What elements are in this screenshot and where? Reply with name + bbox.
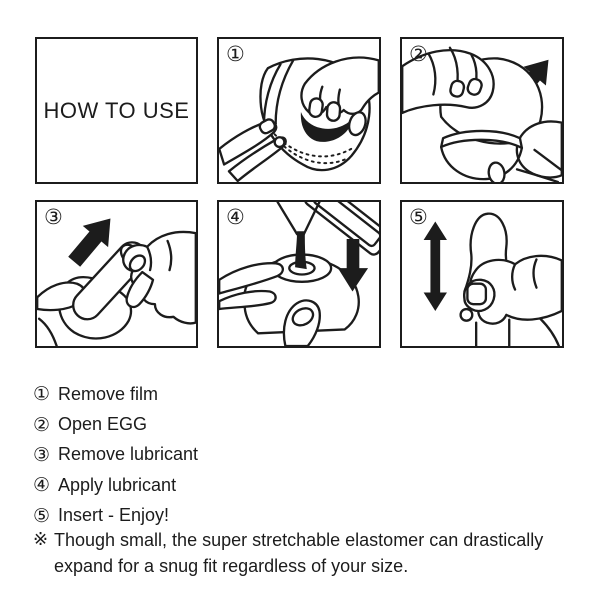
- step-panel-insert-enjoy: [400, 200, 564, 348]
- list-item: [33, 379, 198, 409]
- list-number-2: ②: [33, 413, 51, 436]
- page-title: HOW TO USE: [43, 97, 190, 123]
- list-text-2: Open EGG: [58, 414, 148, 435]
- step-number-4: ④: [226, 205, 245, 229]
- step-number-2: ②: [409, 42, 428, 66]
- list-number-4: ④: [33, 474, 51, 497]
- step-number-5: ⑤: [409, 205, 428, 229]
- thumb: [487, 161, 506, 182]
- title-panel: [35, 37, 198, 184]
- list-text-5: Insert - Enjoy!: [58, 505, 170, 526]
- list-number-1: ①: [33, 383, 51, 406]
- list-item: [33, 409, 198, 439]
- list-number-3: ③: [33, 443, 51, 466]
- sachet-spout: [278, 202, 297, 234]
- instruction-list: [33, 379, 198, 531]
- egg-lower-shell: [441, 131, 522, 148]
- list-text-1: Remove film: [58, 383, 159, 404]
- step-number-1: ①: [226, 42, 245, 66]
- footnote: [33, 527, 585, 579]
- arrow-up-down-icon: [424, 221, 447, 311]
- list-text-3: Remove lubricant: [58, 444, 199, 465]
- list-number-5: ⑤: [33, 504, 51, 527]
- list-item: [33, 470, 198, 500]
- list-text-4: Apply lubricant: [58, 474, 177, 495]
- right-hand: [123, 232, 196, 323]
- step-panel-remove-film: [217, 37, 381, 184]
- reference-mark: ※: [33, 529, 49, 550]
- step-panel-apply-lubricant: [217, 200, 381, 348]
- list-item: [33, 440, 198, 470]
- step-panel-remove-lubricant: [35, 200, 198, 348]
- footnote-text: Though small, the super stretchable elastomer can drastically expand for a snug fit regardless of your size.: [54, 530, 544, 576]
- step-number-3: ③: [44, 205, 63, 229]
- step-panel-open-egg: [400, 37, 564, 184]
- lubricant-stream: [295, 231, 307, 269]
